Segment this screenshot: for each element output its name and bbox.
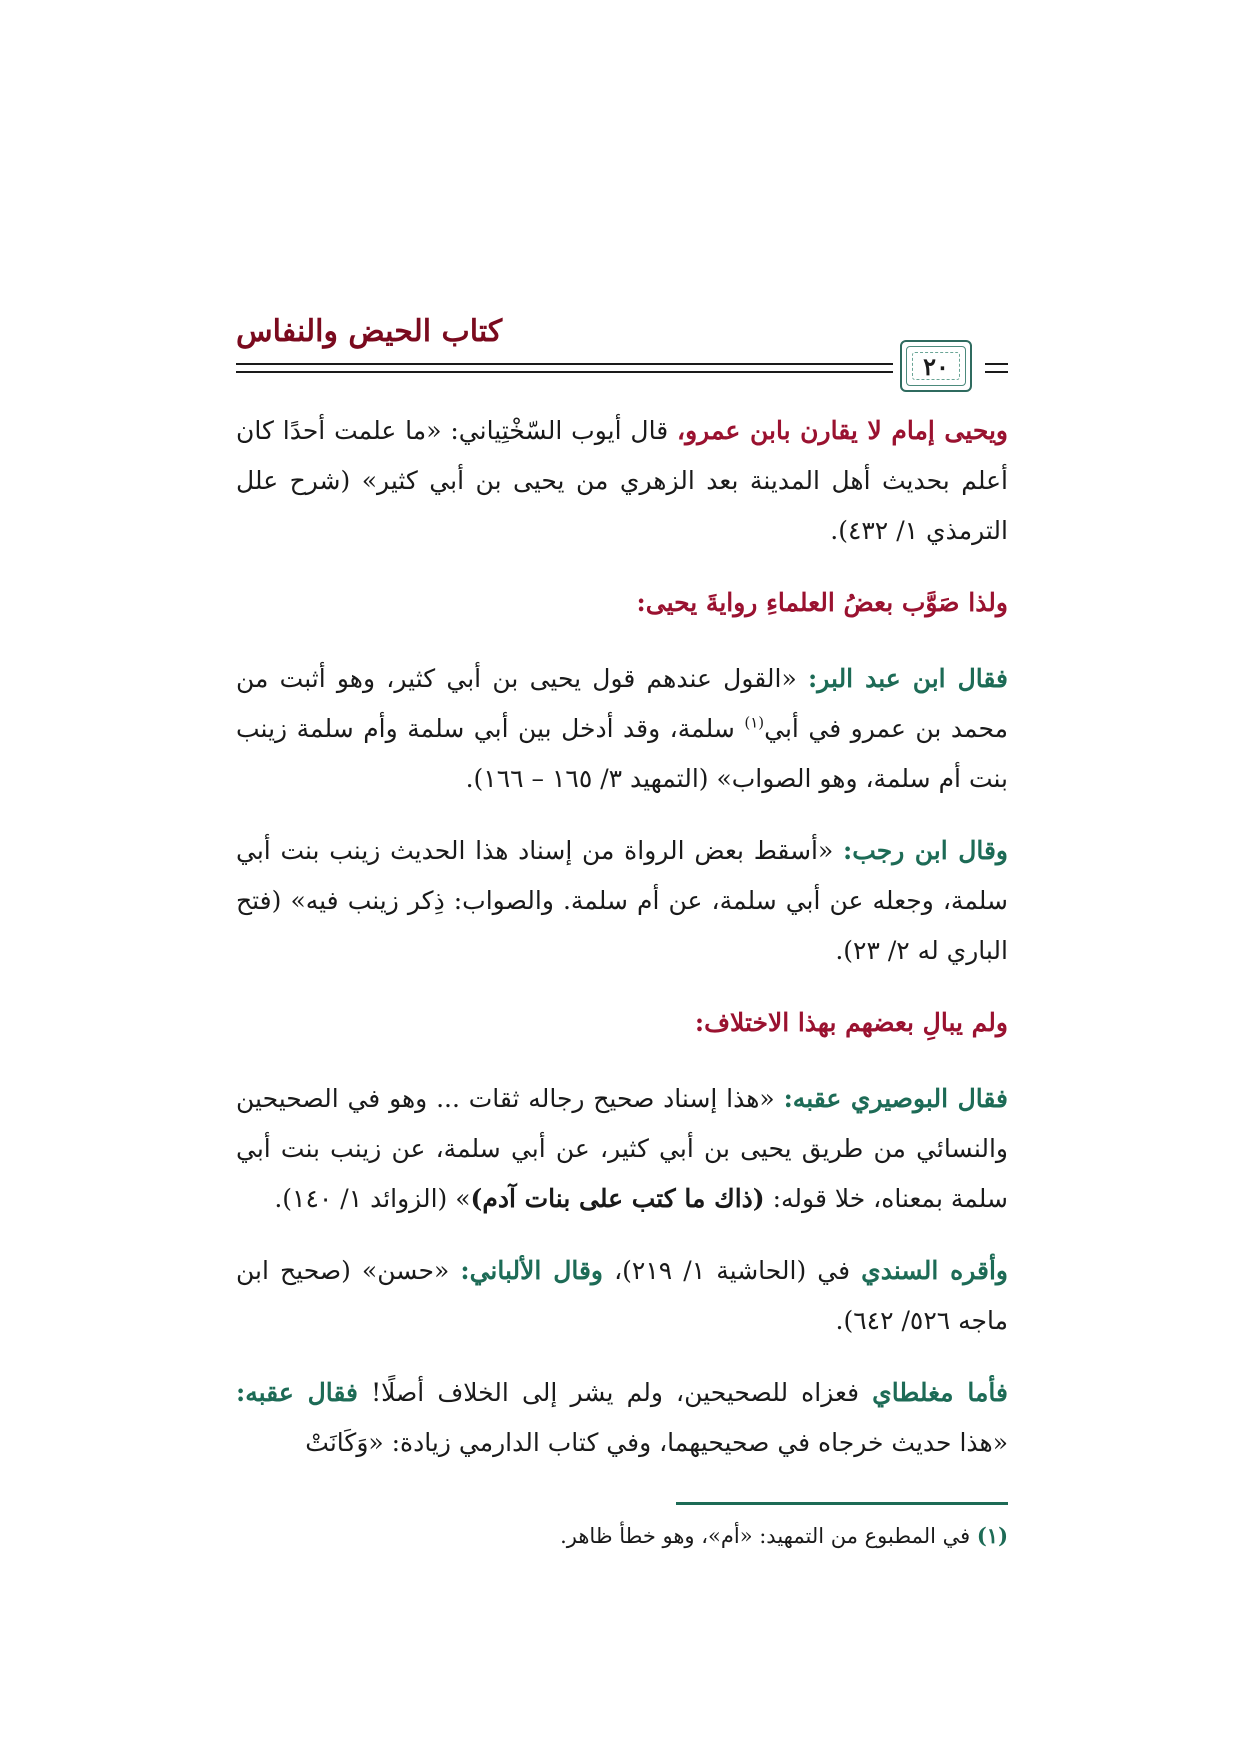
paragraph-text: في (الحاشية ١/ ٢١٩)، xyxy=(603,1256,862,1285)
paragraph-sindi-albani xyxy=(236,1246,1008,1346)
paragraph-text: «هذا حديث خرجاه في صحيحيهما، وفي كتاب الدارمي زيادة: «وَكَانَتْ xyxy=(305,1428,1008,1457)
paragraph-text: «هذا إسناد صحيح رجاله ثقات ... وهو في الصحيحين والنسائي من طريق يحيى بن أبي كثير، عن أبي سلمة، عن زينب بنت أبي سلمة بمعناه، خلا قوله: xyxy=(236,1084,1008,1213)
footnote-divider xyxy=(676,1502,1008,1505)
paragraph-text: فعزاه للصحيحين، ولم يشر إلى الخلاف أصلًا! xyxy=(357,1378,873,1407)
paragraph-lead: وأقره السندي xyxy=(861,1256,1008,1285)
page-header xyxy=(236,308,1008,400)
page-body xyxy=(236,406,1008,1490)
paragraph-ibn-rajab xyxy=(236,826,1008,976)
paragraph-mughlatay xyxy=(236,1368,1008,1468)
footnote-reference[interactable]: (١) xyxy=(744,713,765,732)
paragraph-lead-secondary: فقال عقبه: xyxy=(236,1378,358,1407)
paragraph-lead: فقال ابن عبد البر: xyxy=(808,664,1008,693)
footnote-text: في المطبوع من التمهيد: «أم»، وهو خطأ ظاهر. xyxy=(560,1524,977,1548)
paragraph-ibn-abd-albarr xyxy=(236,654,1008,804)
section-heading: ولم يبالِ بعضهم بهذا الاختلاف: xyxy=(694,1008,1008,1037)
paragraph-text: «حسن» (صحيح ابن ماجه ٥٢٦/ ٦٤٢). xyxy=(236,1256,1008,1335)
paragraph-yahya xyxy=(236,406,1008,556)
paragraph-text: » (الزوائد ١/ ١٤٠). xyxy=(274,1184,471,1213)
paragraph-lead: ويحيى إمام لا يقارن بابن عمرو، xyxy=(677,416,1008,445)
paragraph-lead: وقال ابن رجب: xyxy=(843,836,1008,865)
paragraph-text: «أسقط بعض الرواة من إسناد هذا الحديث زينب بنت أبي سلمة، وجعله عن أبي سلمة، عن أم سلمة. والصواب: ذِكر زينب فيه» (فتح الباري له ٢/ ٢٣). xyxy=(236,836,1008,965)
section-heading: ولذا صَوَّب بعضُ العلماءِ روايةَ يحيى: xyxy=(636,588,1008,617)
paragraph-lead-secondary: وقال الألباني: xyxy=(460,1256,604,1285)
hadith-quote: (ذاك ما كتب على بنات آدم) xyxy=(470,1184,765,1213)
page-number-ornament-icon xyxy=(900,340,972,392)
paragraph-text: سلمة، وقد أدخل بين أبي سلمة وأم سلمة زينب بنت أم سلمة، وهو الصواب» (التمهيد ٣/ ١٦٥ – ١٦٦). xyxy=(236,714,1008,793)
page-number: ٢٠ xyxy=(923,351,949,381)
footnote xyxy=(236,1518,1008,1554)
paragraph-lead: فأما مغلطاي xyxy=(872,1378,1008,1407)
footnote-number: (١) xyxy=(976,1523,1008,1548)
paragraph-text: «القول عندهم قول يحيى بن أبي كثير، وهو أثبت من محمد بن عمرو في أبي xyxy=(236,664,1008,743)
paragraph-lead: فقال البوصيري عقبه: xyxy=(783,1084,1008,1113)
book-title: كتاب الحيض والنفاس xyxy=(236,314,503,349)
paragraph-text: قال أيوب السّخْتِياني: «ما علمت أحدًا كان أعلم بحديث أهل المدينة بعد الزهري من يحيى بن أبي كثير» (شرح علل الترمذي ١/ ٤٣٢). xyxy=(236,416,1008,545)
paragraph-busiri xyxy=(236,1074,1008,1224)
